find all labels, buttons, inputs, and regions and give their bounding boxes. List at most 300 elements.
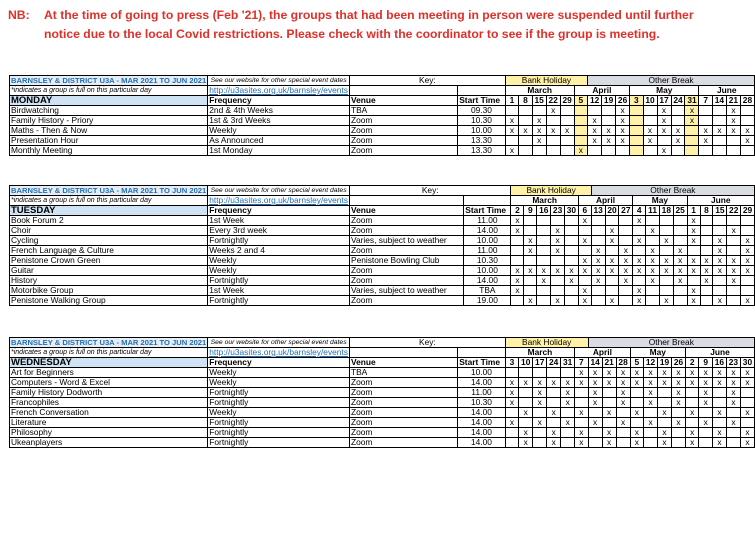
meeting-mark: x xyxy=(726,368,740,378)
meeting-mark: x xyxy=(740,438,754,448)
meeting-mark xyxy=(546,146,560,156)
meeting-mark xyxy=(561,428,575,438)
meeting-mark xyxy=(547,388,561,398)
meeting-mark xyxy=(547,398,561,408)
date-22: 22 xyxy=(727,206,741,216)
meeting-mark: x xyxy=(511,276,524,286)
meeting-mark xyxy=(687,276,700,286)
date-20: 20 xyxy=(605,206,619,216)
meeting-mark: x xyxy=(551,226,565,236)
meeting-mark xyxy=(602,116,616,126)
events-link[interactable]: http://u3asites.org.uk/barnsley/events xyxy=(209,347,348,357)
meeting-mark xyxy=(727,286,741,296)
meeting-mark: x xyxy=(687,226,700,236)
meeting-mark: x xyxy=(726,106,740,116)
meeting-mark xyxy=(741,276,755,286)
date-23: 23 xyxy=(551,206,565,216)
meeting-mark: x xyxy=(657,146,671,156)
meeting-mark: x xyxy=(740,136,754,146)
meeting-mark xyxy=(740,418,754,428)
meeting-mark xyxy=(524,226,537,236)
meeting-mark xyxy=(591,226,605,236)
meeting-mark: x xyxy=(547,378,561,388)
meeting-mark: x xyxy=(619,246,633,256)
meeting-mark xyxy=(505,136,518,146)
meeting-mark xyxy=(537,236,551,246)
meeting-mark xyxy=(602,146,616,156)
meeting-mark: x xyxy=(673,246,687,256)
meeting-mark: x xyxy=(672,378,686,388)
meeting-mark xyxy=(505,106,518,116)
month-april: April xyxy=(575,348,630,358)
month-march: March xyxy=(505,86,574,96)
meeting-mark: x xyxy=(588,368,602,378)
meeting-mark xyxy=(560,146,574,156)
meeting-mark xyxy=(727,246,741,256)
group-name: Birdwatching xyxy=(10,106,208,116)
meeting-mark: x xyxy=(726,418,740,428)
website-note: See our website for other special event dates xyxy=(208,338,350,348)
meeting-mark xyxy=(686,398,699,408)
meeting-mark xyxy=(671,116,685,126)
meeting-mark xyxy=(712,418,726,428)
full-group-note: *indicates a group is full on this particular day xyxy=(10,196,208,206)
meeting-mark: x xyxy=(740,378,754,388)
date-11: 11 xyxy=(646,206,660,216)
meeting-mark: x xyxy=(646,256,660,266)
meeting-mark xyxy=(588,106,602,116)
meeting-mark: x xyxy=(616,136,630,146)
meeting-mark xyxy=(591,296,605,306)
meeting-mark xyxy=(511,296,524,306)
meeting-mark: x xyxy=(532,116,546,126)
meeting-mark: x xyxy=(686,368,699,378)
meeting-mark: x xyxy=(602,378,616,388)
date-13: 13 xyxy=(591,206,605,216)
meeting-mark: x xyxy=(644,388,658,398)
meeting-mark: x xyxy=(561,388,575,398)
meeting-mark: x xyxy=(659,296,673,306)
group-start-time: 14.00 xyxy=(458,418,506,428)
group-venue: Zoom xyxy=(349,126,457,136)
key-other-break: Other Break xyxy=(591,186,754,196)
meeting-mark: x xyxy=(505,388,518,398)
meeting-mark xyxy=(619,286,633,296)
group-start-time: 10.30 xyxy=(464,256,511,266)
schedule-tuesday xyxy=(9,185,755,306)
date-31: 31 xyxy=(561,358,575,368)
meeting-mark: x xyxy=(616,368,630,378)
date-29: 29 xyxy=(560,96,574,106)
meeting-mark xyxy=(560,106,574,116)
meeting-mark xyxy=(505,428,518,438)
meeting-mark: x xyxy=(511,226,524,236)
meeting-mark xyxy=(713,276,727,286)
meeting-mark: x xyxy=(685,106,699,116)
meeting-mark xyxy=(673,286,687,296)
month-june: June xyxy=(686,348,755,358)
date-28: 28 xyxy=(740,96,754,106)
meeting-mark xyxy=(591,236,605,246)
meeting-mark: x xyxy=(551,296,565,306)
date-9: 9 xyxy=(699,358,712,368)
date-12: 12 xyxy=(588,96,602,106)
meeting-mark xyxy=(685,146,699,156)
month-march: March xyxy=(511,196,578,206)
meeting-mark: x xyxy=(646,226,660,236)
date-9: 9 xyxy=(524,206,537,216)
group-venue: Penistone Bowling Club xyxy=(349,256,463,266)
table-row xyxy=(10,126,755,136)
table-row xyxy=(10,106,755,116)
table-row xyxy=(10,256,755,266)
group-name: Art for Beginners xyxy=(10,368,208,378)
meeting-mark xyxy=(646,236,660,246)
date-5: 5 xyxy=(574,96,587,106)
meeting-mark xyxy=(605,246,619,256)
date-14: 14 xyxy=(588,358,602,368)
meeting-mark: x xyxy=(633,266,646,276)
meeting-mark: x xyxy=(700,266,713,276)
date-7: 7 xyxy=(575,358,588,368)
meeting-mark: x xyxy=(547,408,561,418)
group-frequency: 1st Monday xyxy=(208,146,350,156)
meeting-mark: x xyxy=(740,428,754,438)
meeting-mark: x xyxy=(546,106,560,116)
group-name: Computers - Word & Excel xyxy=(10,378,208,388)
blank-cell xyxy=(458,348,506,358)
group-venue: Zoom xyxy=(349,398,457,408)
meeting-mark: x xyxy=(687,296,700,306)
meeting-mark xyxy=(646,216,660,226)
meeting-mark xyxy=(519,418,533,428)
meeting-mark xyxy=(671,106,685,116)
group-start-time: 13.30 xyxy=(458,136,506,146)
meeting-mark: x xyxy=(524,236,537,246)
meeting-mark: x xyxy=(687,236,700,246)
month-may: May xyxy=(633,196,687,206)
group-name: Monthly Meeting xyxy=(10,146,208,156)
group-name: Family History - Priory xyxy=(10,116,208,126)
meeting-mark: x xyxy=(605,236,619,246)
meeting-mark xyxy=(561,408,575,418)
meeting-mark: x xyxy=(633,236,646,246)
table-row xyxy=(10,286,755,296)
meeting-mark: x xyxy=(699,388,712,398)
meeting-mark: x xyxy=(591,276,605,286)
meeting-mark xyxy=(630,106,643,116)
meeting-mark: x xyxy=(578,286,591,296)
meeting-mark: x xyxy=(699,368,712,378)
meeting-mark xyxy=(551,286,565,296)
meeting-mark: x xyxy=(741,236,755,246)
meeting-mark: x xyxy=(644,418,658,428)
meeting-mark: x xyxy=(602,428,616,438)
meeting-mark: x xyxy=(699,398,712,408)
meeting-mark xyxy=(672,408,686,418)
meeting-mark: x xyxy=(712,126,726,136)
meeting-mark xyxy=(574,106,587,116)
meeting-mark xyxy=(575,398,588,408)
group-start-time: 14.00 xyxy=(464,226,511,236)
meeting-mark: x xyxy=(605,256,619,266)
group-name: Family History Dodworth xyxy=(10,388,208,398)
group-venue: Zoom xyxy=(349,438,457,448)
col-venue: Venue xyxy=(349,96,457,106)
meeting-mark: x xyxy=(578,236,591,246)
meeting-mark: x xyxy=(740,126,754,136)
group-venue: Zoom xyxy=(349,146,457,156)
schedule-wednesday xyxy=(9,337,755,448)
events-link[interactable]: http://u3asites.org.uk/barnsley/events xyxy=(209,85,348,95)
date-12: 12 xyxy=(644,358,658,368)
meeting-mark: x xyxy=(511,266,524,276)
meeting-mark: x xyxy=(537,276,551,286)
meeting-mark: x xyxy=(658,428,672,438)
meeting-mark: x xyxy=(643,126,657,136)
meeting-mark: x xyxy=(658,438,672,448)
meeting-mark xyxy=(630,136,643,146)
group-venue: Varies, subject to weather xyxy=(349,286,463,296)
meeting-mark xyxy=(687,246,700,256)
key-label: Key: xyxy=(349,338,505,348)
meeting-mark xyxy=(532,106,546,116)
meeting-mark: x xyxy=(616,418,630,428)
meeting-mark: x xyxy=(726,378,740,388)
meeting-mark: x xyxy=(633,286,646,296)
meeting-mark xyxy=(591,286,605,296)
month-may: May xyxy=(630,86,699,96)
meeting-mark: x xyxy=(533,378,547,388)
group-name: History xyxy=(10,276,208,286)
meeting-mark xyxy=(616,146,630,156)
table-row xyxy=(10,246,755,256)
group-name: Book Forum 2 xyxy=(10,216,208,226)
meeting-mark xyxy=(700,226,713,236)
col-frequency: Frequency xyxy=(208,206,350,216)
group-name: Philosophy xyxy=(10,428,208,438)
meeting-mark: x xyxy=(657,106,671,116)
meeting-mark: x xyxy=(713,236,727,246)
meeting-mark xyxy=(519,368,533,378)
meeting-mark xyxy=(551,216,565,226)
meeting-mark: x xyxy=(713,266,727,276)
meeting-mark: x xyxy=(561,398,575,408)
meeting-mark xyxy=(713,216,727,226)
meeting-mark xyxy=(574,126,587,136)
date-24: 24 xyxy=(547,358,561,368)
meeting-mark xyxy=(519,106,532,116)
meeting-mark: x xyxy=(699,126,712,136)
meeting-mark xyxy=(519,146,532,156)
month-march: March xyxy=(505,348,574,358)
blank-cell xyxy=(464,196,511,206)
meeting-mark xyxy=(726,136,740,146)
key-other-break: Other Break xyxy=(588,338,754,348)
meeting-mark xyxy=(686,388,699,398)
meeting-mark: x xyxy=(505,398,518,408)
group-start-time: 11.00 xyxy=(464,216,511,226)
group-venue: Zoom xyxy=(349,136,457,146)
group-name: Guitar xyxy=(10,266,208,276)
group-start-time: TBA xyxy=(464,286,511,296)
group-frequency: Fortnightly xyxy=(208,438,350,448)
group-start-time: 09.30 xyxy=(458,106,506,116)
meeting-mark xyxy=(643,116,657,126)
meeting-mark xyxy=(727,216,741,226)
meeting-mark xyxy=(727,236,741,246)
meeting-mark xyxy=(619,226,633,236)
meeting-mark: x xyxy=(605,226,619,236)
group-frequency: As Announced xyxy=(208,136,350,146)
group-start-time: 14.00 xyxy=(458,408,506,418)
group-frequency: Fortnightly xyxy=(208,276,350,286)
meeting-mark xyxy=(616,438,630,448)
date-2: 2 xyxy=(686,358,699,368)
meeting-mark: x xyxy=(727,276,741,286)
meeting-mark xyxy=(605,286,619,296)
meeting-mark xyxy=(532,146,546,156)
meeting-mark: x xyxy=(519,438,533,448)
table-title: BARNSLEY & DISTRICT U3A - MAR 2021 TO JUN 2021 xyxy=(11,186,207,195)
group-frequency: Weekly xyxy=(208,126,350,136)
meeting-mark: x xyxy=(519,378,533,388)
meeting-mark: x xyxy=(511,216,524,226)
date-28: 28 xyxy=(616,358,630,368)
meeting-mark xyxy=(643,106,657,116)
meeting-mark xyxy=(644,408,658,418)
blank-cell xyxy=(349,348,457,358)
date-29: 29 xyxy=(741,206,755,216)
meeting-mark xyxy=(565,246,579,256)
meeting-mark: x xyxy=(712,428,726,438)
date-3: 3 xyxy=(505,358,518,368)
meeting-mark xyxy=(578,246,591,256)
meeting-mark: x xyxy=(646,276,660,286)
meeting-mark xyxy=(700,236,713,246)
meeting-mark: x xyxy=(511,286,524,296)
meeting-mark: x xyxy=(578,216,591,226)
meeting-mark xyxy=(560,136,574,146)
meeting-mark xyxy=(685,126,699,136)
group-start-time: 11.00 xyxy=(464,246,511,256)
meeting-mark xyxy=(672,428,686,438)
meeting-mark: x xyxy=(524,266,537,276)
group-venue: Zoom xyxy=(349,408,457,418)
meeting-mark: x xyxy=(630,428,643,438)
date-30: 30 xyxy=(740,358,754,368)
date-1: 1 xyxy=(687,206,700,216)
meeting-mark xyxy=(565,236,579,246)
group-name: Literature xyxy=(10,418,208,428)
meeting-mark: x xyxy=(574,146,587,156)
date-15: 15 xyxy=(532,96,546,106)
meeting-mark: x xyxy=(741,256,755,266)
meeting-mark xyxy=(713,226,727,236)
group-venue: Zoom xyxy=(349,388,457,398)
meeting-mark xyxy=(565,256,579,266)
meeting-mark: x xyxy=(657,126,671,136)
meeting-mark xyxy=(726,146,740,156)
meeting-mark xyxy=(561,438,575,448)
meeting-mark: x xyxy=(713,296,727,306)
events-link[interactable]: http://u3asites.org.uk/barnsley/events xyxy=(209,195,348,205)
meeting-mark: x xyxy=(740,368,754,378)
meeting-mark: x xyxy=(644,378,658,388)
meeting-mark: x xyxy=(616,398,630,408)
meeting-mark xyxy=(537,286,551,296)
meeting-mark: x xyxy=(588,398,602,408)
col-venue: Venue xyxy=(349,206,463,216)
group-frequency: Every 3rd week xyxy=(208,226,350,236)
meeting-mark xyxy=(578,226,591,236)
meeting-mark xyxy=(740,116,754,126)
table-title: BARNSLEY & DISTRICT U3A - MAR 2021 TO JUN 2021 xyxy=(11,76,207,85)
group-name: Motorbike Group xyxy=(10,286,208,296)
meeting-mark xyxy=(505,408,518,418)
meeting-mark: x xyxy=(588,418,602,428)
meeting-mark xyxy=(644,428,658,438)
meeting-mark xyxy=(524,276,537,286)
group-name: Presentation Hour xyxy=(10,136,208,146)
meeting-mark: x xyxy=(533,388,547,398)
notice-nb: NB: xyxy=(8,8,30,22)
key-bank-holiday: Bank Holiday xyxy=(505,76,587,86)
meeting-mark: x xyxy=(659,256,673,266)
meeting-mark: x xyxy=(727,256,741,266)
meeting-mark: x xyxy=(505,378,518,388)
meeting-mark: x xyxy=(591,266,605,276)
group-start-time: 10.30 xyxy=(458,398,506,408)
meeting-mark xyxy=(546,136,560,146)
date-22: 22 xyxy=(546,96,560,106)
month-april: April xyxy=(578,196,632,206)
meeting-mark: x xyxy=(740,408,754,418)
meeting-mark: x xyxy=(687,286,700,296)
meeting-mark: x xyxy=(588,378,602,388)
group-name: Ukeanplayers xyxy=(10,438,208,448)
meeting-mark xyxy=(602,418,616,428)
group-frequency: 2nd & 4th Weeks xyxy=(208,106,350,116)
group-name: Francophiles xyxy=(10,398,208,408)
key-other-break: Other Break xyxy=(588,76,755,86)
meeting-mark: x xyxy=(578,256,591,266)
group-venue: Zoom xyxy=(349,276,463,286)
date-17: 17 xyxy=(533,358,547,368)
meeting-mark: x xyxy=(561,418,575,428)
table-row xyxy=(10,398,755,408)
meeting-mark xyxy=(616,408,630,418)
key-bank-holiday: Bank Holiday xyxy=(511,186,591,196)
meeting-mark: x xyxy=(588,136,602,146)
blank-cell xyxy=(458,86,506,96)
group-start-time: 14.00 xyxy=(458,378,506,388)
meeting-mark xyxy=(511,256,524,266)
meeting-mark xyxy=(511,246,524,256)
meeting-mark: x xyxy=(630,408,643,418)
meeting-mark: x xyxy=(524,296,537,306)
group-venue: Zoom xyxy=(349,296,463,306)
meeting-mark: x xyxy=(712,408,726,418)
date-16: 16 xyxy=(712,358,726,368)
meeting-mark xyxy=(524,216,537,226)
schedule-monday xyxy=(9,75,755,156)
meeting-mark: x xyxy=(658,378,672,388)
meeting-mark: x xyxy=(505,126,518,136)
key-label: Key: xyxy=(349,76,505,86)
group-venue: Zoom xyxy=(349,418,457,428)
meeting-mark xyxy=(537,246,551,256)
